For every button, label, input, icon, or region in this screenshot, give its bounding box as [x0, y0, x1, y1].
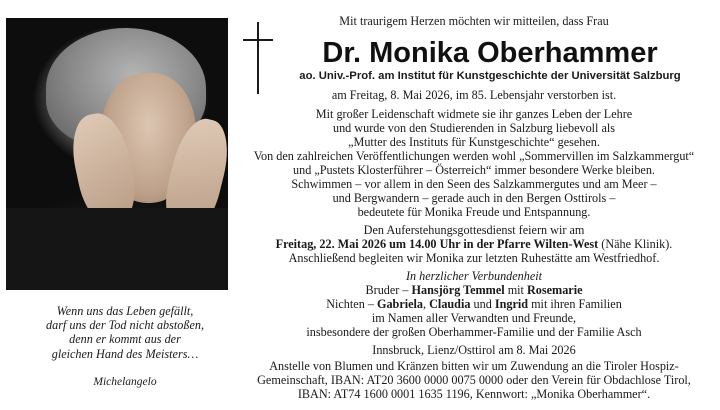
service-intro: Den Auferstehungsgottesdienst feiern wir am — [363, 223, 585, 237]
quote — [30, 304, 220, 361]
bio-line-6: Schwimmen – vor allem in den Seen des Salzkammergutes und am Meer – — [291, 177, 657, 191]
donation-line-2: Gemeinschaft, IBAN: AT20 3600 0000 0075 0000 oder den Verein für Obdachlose Tirol, — [257, 373, 691, 387]
bio-line-1: Mit großer Leidenschaft widmete sie ihr ganzes Leben der Lehre — [315, 107, 633, 121]
bio-line-4: Von den zahlreichen Veröffentlichungen werden wohl „Sommervillen im Salzkammergut“ — [253, 149, 695, 163]
brother-partner-name: Rosemarie — [527, 283, 583, 297]
relatives-line-2: insbesondere der großen Oberhammer-Familie und der Familie Asch — [306, 325, 642, 339]
photo-sweater — [6, 208, 228, 290]
nieces-mid: und — [470, 297, 495, 311]
quote-author: Michelangelo — [93, 376, 157, 388]
brother-prefix: Bruder – — [365, 283, 412, 297]
place-date: Innsbruck, Lienz/Osttirol am 8. Mai 2026 — [372, 343, 576, 357]
quote-line-1: Wenn uns das Leben gefällt, — [56, 304, 194, 318]
service-note: (Nähe Klinik). — [598, 237, 673, 251]
bio-line-8: bedeutete für Monika Freude und Entspannung. — [357, 205, 591, 219]
intro-line: Mit traurigem Herzen möchten wir mitteilen, dass Frau — [339, 14, 609, 28]
nieces-line — [232, 297, 716, 311]
bio-line-2: und wurde von den Studierenden in Salzburg liebevoll als — [332, 121, 616, 135]
niece-name-1: Gabriela — [376, 297, 424, 311]
bio-line-3: „Mutter des Instituts für Kunstgeschichte“ gesehen. — [348, 135, 600, 149]
academic-title: ao. Univ.-Prof. am Institut für Kunstgeschichte der Universität Salzburg — [299, 70, 681, 82]
quote-line-3: denn er kommt aus der — [69, 332, 181, 347]
brother-line — [232, 283, 716, 297]
niece-name-2: Claudia — [429, 297, 471, 311]
nieces-prefix: Nichten – — [326, 297, 377, 311]
brother-mid: mit — [504, 283, 527, 297]
bio-line-7: und Bergwandern – gerade auch in den Bergen Osttirols – — [332, 191, 616, 205]
service-date-place: Freitag, 22. Mai 2026 um 14.00 Uhr in der Pfarre Wilten-West — [275, 237, 599, 251]
brother-name: Hansjörg Temmel — [411, 283, 505, 297]
portrait-photo — [6, 18, 228, 290]
niece-name-3: Ingrid — [494, 297, 529, 311]
donation-line-1: Anstelle von Blumen und Kränzen bitten wir um Zuwendung an die Tiroler Hospiz- — [269, 359, 679, 373]
donation-line-3: IBAN: AT74 1600 0001 1635 1196, Kennwort: „Monika Oberhammer“. — [297, 387, 651, 401]
cross-icon — [243, 22, 273, 94]
deceased-name: Dr. Monika Oberhammer — [322, 37, 658, 69]
quote-line-4: gleichen Hand des Meisters… — [51, 346, 199, 361]
burial-line: Anschließend begleiten wir Monika zur letzten Ruhestätte am Westfriedhof. — [288, 251, 660, 265]
nieces-sep: , — [423, 297, 430, 311]
nieces-tail: mit ihren Familien — [528, 297, 622, 311]
service-line — [232, 237, 716, 251]
connected-line: In herzlicher Verbundenheit — [405, 269, 543, 283]
relatives-line-1: im Namen aller Verwandten und Freunde, — [371, 311, 577, 325]
bio-line-5: und „Pustets Klosterführer – Österreich“ immer besondere Werke bleiben. — [293, 163, 655, 177]
quote-line-2: darf uns der Tod nicht abstoßen, — [46, 318, 204, 333]
death-line: am Freitag, 8. Mai 2026, im 85. Lebensjahr verstorben ist. — [331, 88, 617, 102]
